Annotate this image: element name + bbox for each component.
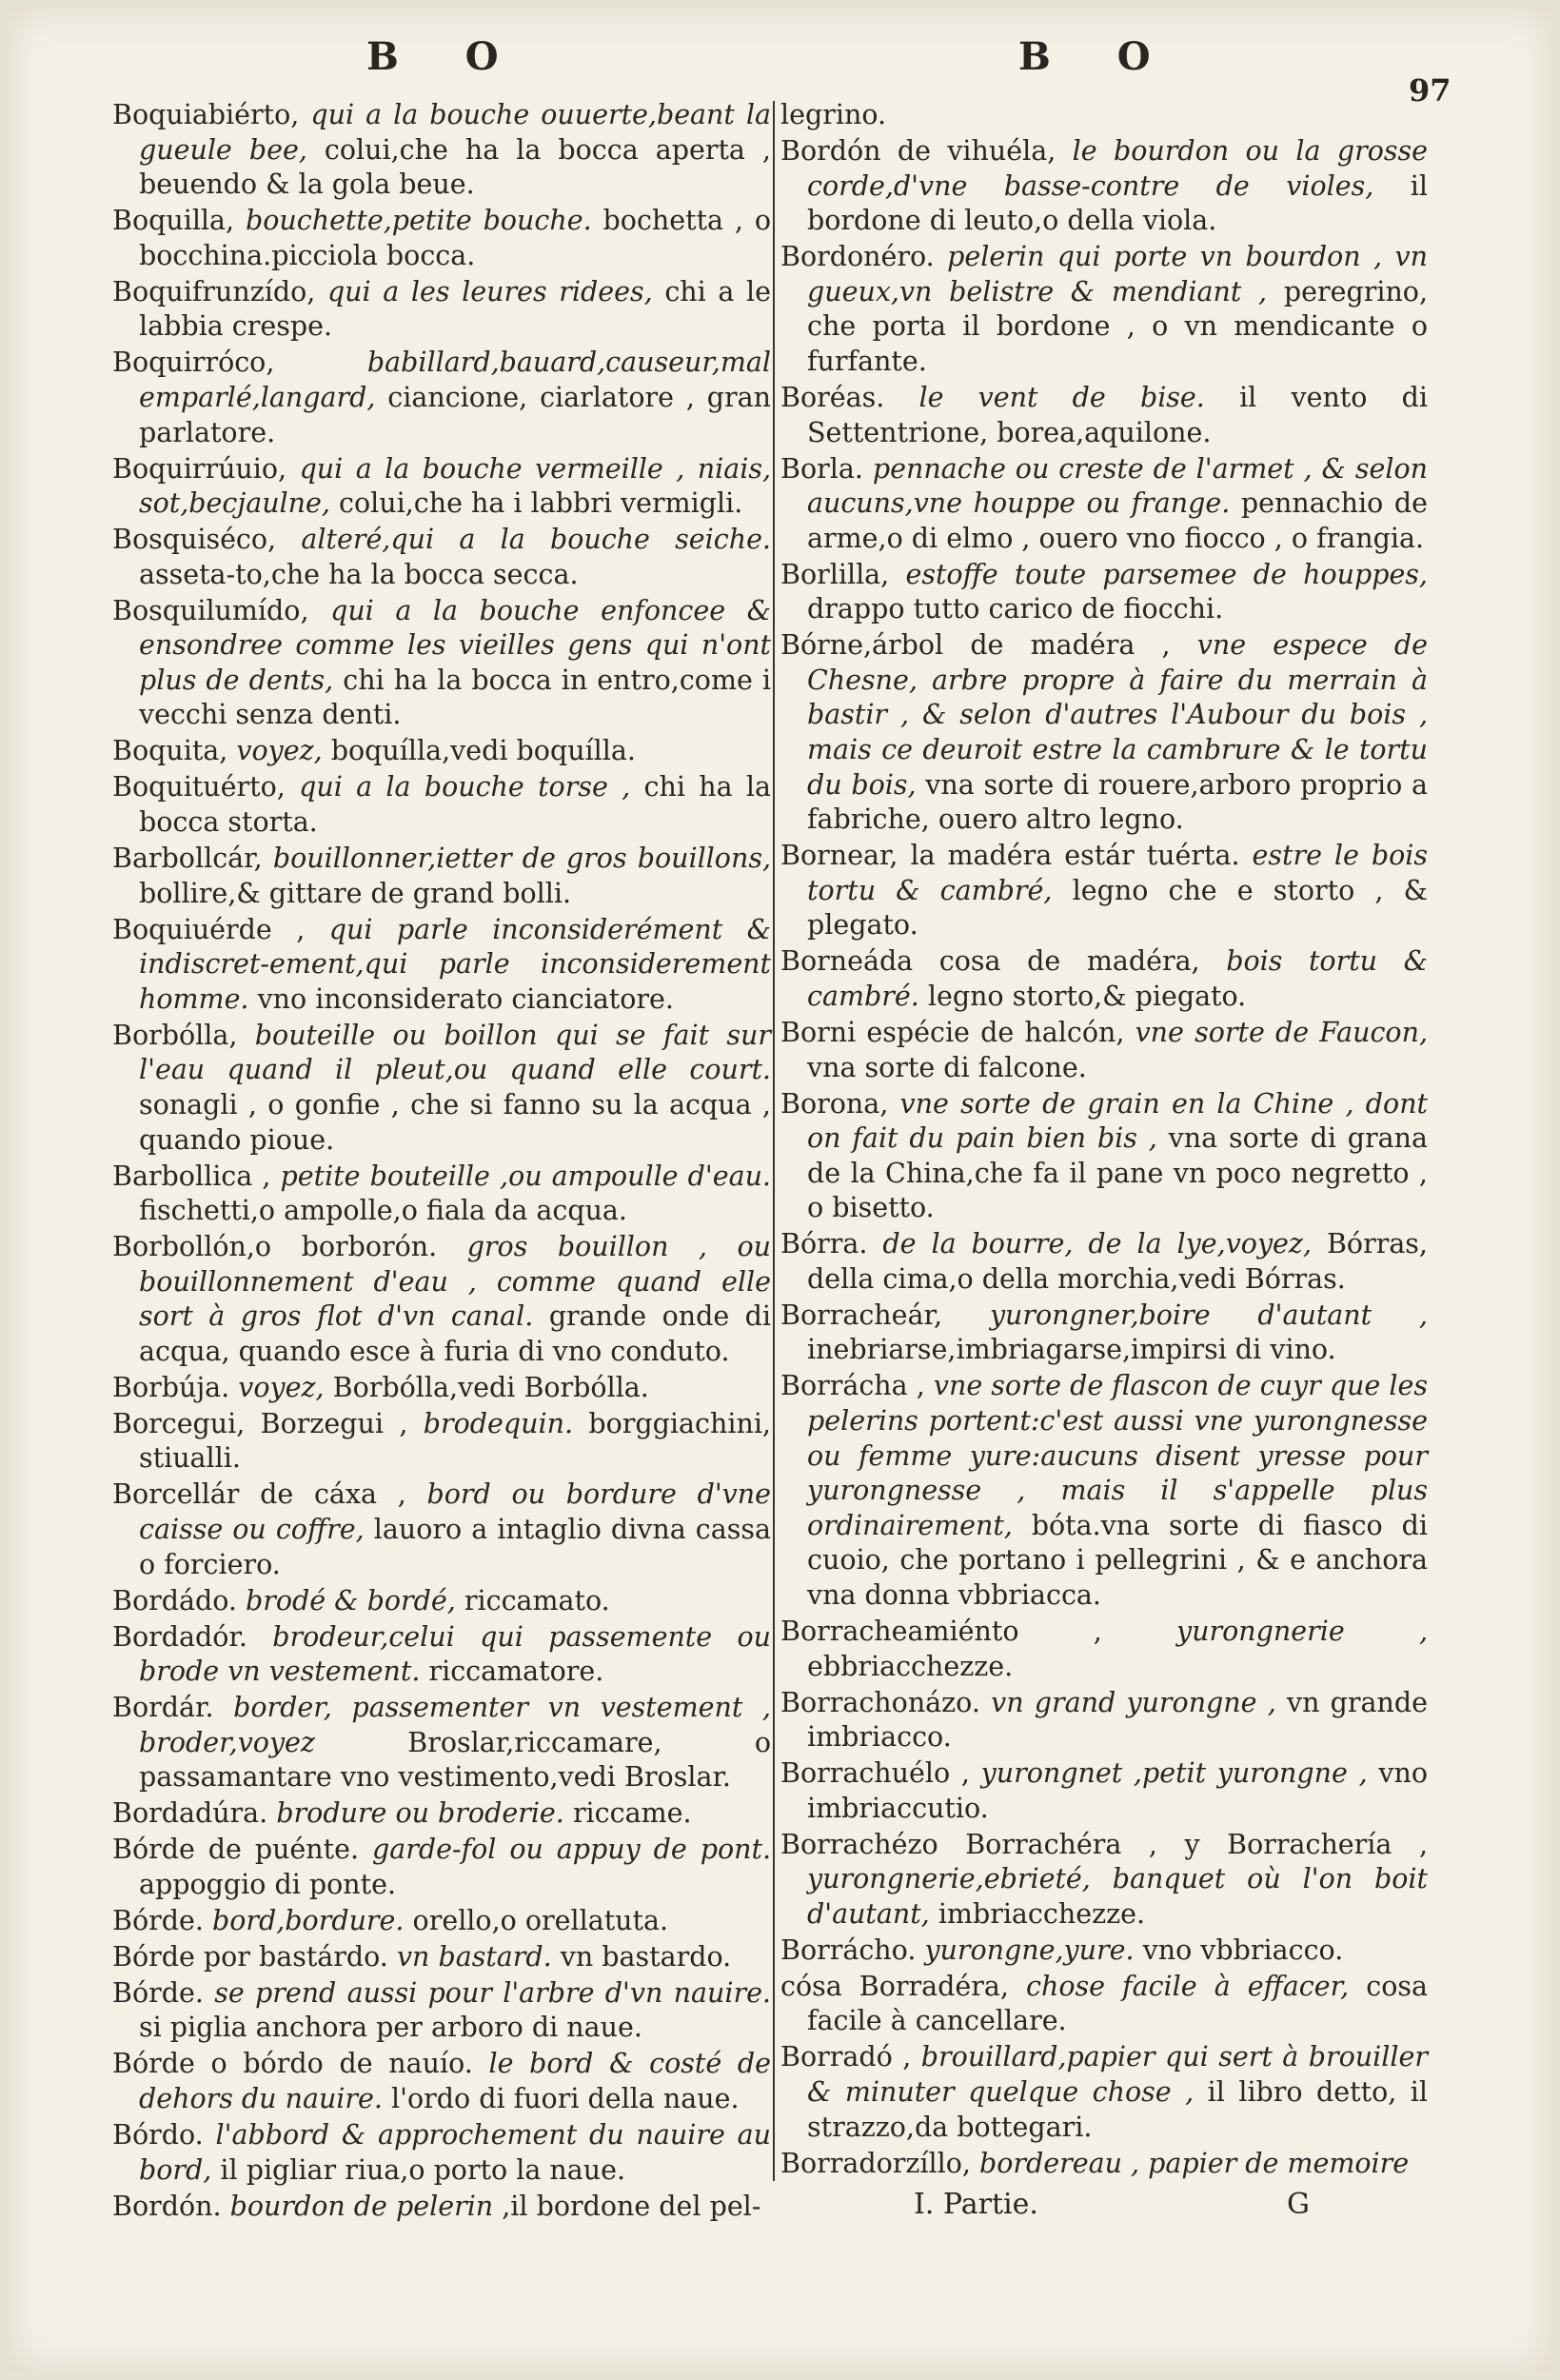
dictionary-entry xyxy=(112,1478,771,1582)
entry-headword: Bordár. xyxy=(112,1692,214,1724)
entry-french-gloss: chose facile à effacer, xyxy=(1026,1970,1350,2002)
dictionary-entry xyxy=(780,558,1428,627)
entry-italian-gloss: Broslar,riccamare, o passamantare vno vestimento,vedi Broslar. xyxy=(139,1726,772,1794)
dictionary-entry xyxy=(780,98,1428,133)
dictionary-entry xyxy=(112,734,771,769)
entry-headword: Bordadúra. xyxy=(112,1797,268,1830)
dictionary-entry xyxy=(112,1691,771,1795)
entry-french-gloss: le bord & costé de dehors du nauire. xyxy=(139,2048,771,2115)
entry-french-gloss: voyez, xyxy=(236,735,323,767)
entry-french-gloss: brodequin. xyxy=(423,1407,574,1439)
dictionary-entry xyxy=(780,2147,1428,2182)
dictionary-entry xyxy=(780,1016,1428,1085)
entry-french-gloss: yurongne,yure. xyxy=(924,1934,1135,1966)
entry-italian-gloss: riccame. xyxy=(572,1797,692,1830)
entry-french-gloss: brouillard,papier qui sert à brouiller & minuter quelque chose , xyxy=(807,2041,1428,2109)
entry-headword: Boquituérto, xyxy=(112,771,286,803)
entry-italian-gloss: ebbriacchezze. xyxy=(807,1650,1014,1682)
entry-italian-gloss: orello,o orellatuta. xyxy=(412,1904,669,1936)
entry-italian-gloss: colui,che ha la bocca aperta , beuendo & la gola beue. xyxy=(139,133,771,201)
entry-french-gloss: estre le bois tortu & cambré, xyxy=(807,840,1428,906)
entry-headword: Borrachuélo , xyxy=(780,1757,970,1790)
entry-italian-gloss: ,il bordone del pel- xyxy=(502,2190,761,2222)
entry-headword: Borbólla, xyxy=(112,1019,238,1051)
dictionary-entry xyxy=(780,134,1428,239)
entry-french-gloss: pennache ou creste de l'armet , & selon aucuns,vne houppe ou frange. xyxy=(807,452,1428,520)
dictionary-entry xyxy=(112,2047,771,2116)
dictionary-entry xyxy=(780,381,1428,450)
entry-headword: Bórde o bórdo de nauío. xyxy=(112,2048,473,2080)
entry-headword: Boquirrúuio, xyxy=(112,452,287,485)
entry-french-gloss: se prend aussi pour l'arbre d'vn nauire. xyxy=(214,1976,771,2009)
entry-italian-gloss: si piglia anchora per arboro di naue. xyxy=(139,2012,642,2044)
entry-italian-gloss: bóta.vna sorte di fiasco di cuoio, che portano i pellegrini , & e anchora vna donna vbbriacca. xyxy=(807,1509,1428,1612)
entry-headword: Borcellár de cáxa , xyxy=(112,1478,406,1511)
entry-italian-gloss: pennachio de arme,o di elmo , ouero vno fiocco , o frangia. xyxy=(807,487,1428,554)
entry-italian-gloss: il libro detto, il strazzo,da bottegari. xyxy=(807,2076,1428,2143)
entry-headword: Borracheamiénto , xyxy=(780,1616,1102,1647)
left-column xyxy=(112,98,771,2226)
entry-french-gloss: le vent de bise. xyxy=(918,381,1205,413)
entry-french-gloss: gros bouillon , ou bouillonnement d'eau , comme quand elle sort à gros flot d'vn canal. xyxy=(139,1231,771,1333)
entry-headword: Bórdo. xyxy=(112,2119,204,2151)
entry-french-gloss: border, passementer vn vestement , broder,voyez xyxy=(139,1692,771,1758)
dictionary-entry xyxy=(112,1019,771,1158)
entry-french-gloss: vne sorte de Faucon, xyxy=(1135,1016,1428,1048)
entry-french-gloss: vne sorte de grain en la Chine , dont on fait du pain bien bis , xyxy=(807,1087,1429,1155)
footer-signature: G xyxy=(1287,2188,1310,2221)
entry-french-gloss: yurongnerie,ebrieté, banquet où l'on boit d'autant, xyxy=(807,1863,1428,1930)
entry-french-gloss: l'abbord & approchement du nauire au bord, xyxy=(139,2119,771,2186)
entry-italian-gloss: vn bastardo. xyxy=(560,1940,732,1973)
entry-headword: Bórde por bastárdo. xyxy=(112,1940,388,1973)
entry-headword: Barbollica , xyxy=(112,1160,271,1192)
dictionary-entry xyxy=(112,1940,771,1975)
dictionary-entry xyxy=(112,2118,771,2188)
entry-italian-gloss: vn grande imbriacco. xyxy=(807,1686,1429,1754)
entry-italian-gloss: grande onde di acqua, quando esce à furia di vno conduto. xyxy=(139,1300,772,1367)
entry-headword: Borbúja. xyxy=(112,1371,230,1403)
dictionary-entry xyxy=(112,2190,771,2225)
entry-headword: Borneáda cosa de madéra, xyxy=(780,945,1200,978)
entry-headword: Borradó , xyxy=(780,2041,912,2073)
entry-headword: Bornear, la madéra estár tuérta. xyxy=(780,840,1240,872)
entry-italian-gloss: cosa facile à cancellare. xyxy=(807,1970,1428,2037)
entry-italian-gloss: borggiachini, stiualli. xyxy=(139,1407,771,1475)
dictionary-entry xyxy=(112,1976,771,2046)
entry-italian-gloss: legrino. xyxy=(780,99,887,130)
entry-italian-gloss: fischetti,o ampolle,o fiala da acqua. xyxy=(139,1195,627,1227)
entry-headword: Borrácho. xyxy=(780,1934,917,1966)
entry-french-gloss: brodeur,celui qui passemente ou brode vn vestement. xyxy=(139,1620,772,1688)
entry-headword: Boquilla, xyxy=(112,205,235,237)
right-column xyxy=(780,98,1428,2183)
entry-french-gloss: de la bourre, de la lye,voyez, xyxy=(882,1228,1312,1260)
dictionary-entry xyxy=(112,1796,771,1832)
dictionary-entry xyxy=(780,1299,1428,1368)
entry-italian-gloss: colui,che ha i labbri vermigli. xyxy=(339,487,743,520)
entry-headword: Bordonéro. xyxy=(780,241,935,273)
entry-french-gloss: petite bouteille ,ou ampoulle d'eau. xyxy=(280,1160,771,1192)
dictionary-entry xyxy=(112,1620,771,1690)
entry-french-gloss: vne sorte de flascon de cuyr que les pelerins portent:c'est aussi vne yurongnesse ou femme yure:aucuns disent yresse pour yurongnesse , mais il s'appelle plus ordinairement, xyxy=(807,1370,1428,1541)
entry-french-gloss: vne espece de Chesne, arbre propre à faire du merrain à bastir , & selon d'autres l'Aubour du bois , mais ce deuroit estre la cambrure & le tortu du bois, xyxy=(807,629,1429,801)
dictionary-page xyxy=(10,8,1550,2372)
entry-italian-gloss: vna sorte di grana de la China,che fa il pane vn poco negretto , o bisetto. xyxy=(807,1122,1429,1224)
dictionary-entry xyxy=(112,1371,771,1406)
entry-italian-gloss: ciancione, ciarlatore , gran parlatore. xyxy=(139,381,772,448)
entry-french-gloss: alteré,qui a la bouche seiche. xyxy=(301,524,771,556)
entry-italian-gloss: riccamatore. xyxy=(428,1656,604,1688)
entry-french-gloss: pelerin qui porte vn bourdon , vn gueux,vn belistre & mendiant , xyxy=(807,241,1428,307)
entry-headword: Barbollcár, xyxy=(112,842,263,874)
dictionary-entry xyxy=(112,523,771,592)
dictionary-entry xyxy=(780,1970,1428,2039)
dictionary-entry xyxy=(780,628,1428,838)
dictionary-entry xyxy=(780,1828,1428,1933)
entry-headword: Bórne,árbol de madéra , xyxy=(780,629,1171,662)
entry-italian-gloss: vno vbbriacco. xyxy=(1142,1934,1344,1966)
entry-headword: Bosquiséco, xyxy=(112,524,277,556)
entry-italian-gloss: chi a le labbia crespe. xyxy=(139,275,771,343)
dictionary-entry xyxy=(780,1756,1428,1826)
entry-headword: Bordádo. xyxy=(112,1584,237,1616)
entry-italian-gloss: vna sorte di falcone. xyxy=(807,1051,1087,1083)
dictionary-entry xyxy=(112,594,771,733)
entry-french-gloss: bouteille ou boillon qui se fait sur l'eau quand il pleut,ou quand elle court. xyxy=(139,1019,771,1086)
entry-french-gloss: qui a la bouche torse , xyxy=(299,771,631,803)
entry-french-gloss: bois tortu & cambré. xyxy=(807,945,1428,1012)
entry-french-gloss: bourdon de pelerin xyxy=(229,2190,494,2222)
entry-headword: Borrachézo Borrachéra , y Borrachería , xyxy=(780,1828,1428,1860)
entry-french-gloss: le bourdon ou la grosse corde,d'vne basse-contre de violes, xyxy=(807,134,1429,202)
entry-headword: Bosquilumído, xyxy=(112,594,309,626)
running-header xyxy=(10,34,1550,109)
entry-french-gloss: brodé & bordé, xyxy=(245,1584,456,1616)
entry-french-gloss: babillard,bauard,causeur,mal emparlé,langard, xyxy=(139,347,771,413)
dictionary-entry xyxy=(780,2040,1428,2145)
entry-headword: Boréas. xyxy=(780,381,885,413)
dictionary-entry xyxy=(780,1087,1428,1226)
column-divider xyxy=(773,101,775,2181)
entry-french-gloss: bord ou bordure d'vne caisse ou coffre, xyxy=(139,1478,772,1545)
dictionary-entry xyxy=(112,452,771,522)
entry-italian-gloss: legno storto,& piegato. xyxy=(927,980,1247,1012)
entry-italian-gloss: peregrino, che porta il bordone , o vn mendicante o furfante. xyxy=(807,275,1429,377)
entry-french-gloss: yurongnerie , xyxy=(1176,1616,1429,1647)
entry-headword: Bordón. xyxy=(112,2190,222,2222)
entry-italian-gloss: imbriacchezze. xyxy=(938,1897,1146,1930)
dictionary-entry xyxy=(112,1230,771,1369)
entry-french-gloss: qui a la bouche enfoncee & ensondree comme les vieilles gens qui n'ont plus de dents, xyxy=(139,594,771,696)
dictionary-entry xyxy=(112,1584,771,1619)
entry-french-gloss: bord,bordure. xyxy=(211,1904,405,1936)
entry-italian-gloss: vno inconsiderato cianciatore. xyxy=(257,982,674,1015)
dictionary-entry xyxy=(112,842,771,911)
entry-headword: Boquiabiérto, xyxy=(112,99,300,130)
dictionary-entry xyxy=(112,1160,771,1229)
dictionary-entry xyxy=(112,204,771,273)
entry-headword: Bórde de puénte. xyxy=(112,1834,360,1866)
entry-italian-gloss: chi ha la bocca storta. xyxy=(139,771,771,838)
entry-headword: Bórra. xyxy=(780,1228,868,1260)
entry-italian-gloss: il bordone di leuto,o della viola. xyxy=(807,169,1429,237)
dictionary-entry xyxy=(112,913,771,1018)
dictionary-entry xyxy=(780,944,1428,1014)
entry-italian-gloss: bochetta , o bocchina.picciola bocca. xyxy=(139,205,772,271)
header-right-letters: B O xyxy=(1018,34,1177,79)
entry-headword: Borrácha , xyxy=(780,1370,925,1402)
dictionary-entry xyxy=(780,1686,1428,1755)
entry-french-gloss: vn bastard. xyxy=(396,1940,552,1973)
dictionary-entry xyxy=(780,1615,1428,1684)
entry-french-gloss: bordereau , papier de memoire xyxy=(979,2147,1410,2179)
entry-headword: Boquirróco, xyxy=(112,347,275,379)
dictionary-entry xyxy=(112,770,771,840)
entry-french-gloss: bouillonner,ietter de gros bouillons, xyxy=(272,842,771,874)
entry-italian-gloss: bollire,& gittare de grand bolli. xyxy=(139,877,572,909)
entry-headword: Borla. xyxy=(780,452,863,485)
entry-italian-gloss: Borbólla,vedi Borbólla. xyxy=(332,1371,649,1403)
entry-french-gloss: brodure ou broderie. xyxy=(276,1797,564,1830)
entry-french-gloss: estoffe toute parsemee de houppes, xyxy=(905,558,1428,590)
dictionary-entry xyxy=(112,346,771,450)
entry-french-gloss: yurongnet ,petit yurongne , xyxy=(980,1757,1368,1790)
page-number: 97 xyxy=(1409,72,1451,109)
dictionary-entry xyxy=(112,98,771,203)
entry-french-gloss: voyez, xyxy=(238,1371,325,1403)
entry-italian-gloss: l'ordo di fuori della naue. xyxy=(391,2083,740,2115)
dictionary-entry xyxy=(780,452,1428,557)
entry-headword: Borbollón,o borborón. xyxy=(112,1231,438,1263)
entry-italian-gloss: drappo tutto carico de fiocchi. xyxy=(807,593,1224,625)
entry-french-gloss: vn grand yurongne , xyxy=(991,1686,1276,1718)
entry-french-gloss: garde-fol ou appuy de pont. xyxy=(371,1834,771,1866)
entry-italian-gloss: legno che e storto , & plegato. xyxy=(807,874,1428,942)
entry-headword: Borrachonázo. xyxy=(780,1686,980,1718)
entry-italian-gloss: asseta-to,che ha la bocca secca. xyxy=(139,558,579,590)
entry-italian-gloss: vna sorte di rouere,arboro proprio a fabriche, ouero altro legno. xyxy=(807,768,1428,836)
entry-french-gloss: qui a la bouche vermeille , niais, sot,becjaulne, xyxy=(139,452,772,520)
entry-italian-gloss: il vento di Settentrione, borea,aquilone. xyxy=(807,381,1428,448)
entry-italian-gloss: inebriarse,imbriagarse,impirsi di vino. xyxy=(807,1334,1336,1366)
entry-french-gloss: yurongner,boire d'autant , xyxy=(989,1299,1428,1331)
entry-italian-gloss: appoggio di ponte. xyxy=(139,1868,397,1900)
entry-headword: Borona, xyxy=(780,1087,889,1120)
entry-headword: Borcegui, Borzegui , xyxy=(112,1407,408,1439)
dictionary-entry xyxy=(112,1833,771,1902)
dictionary-entry xyxy=(112,1407,771,1477)
entry-headword: Bordadór. xyxy=(112,1620,247,1653)
entry-headword: Boquita, xyxy=(112,735,228,767)
entry-french-gloss: bouchette,petite bouche. xyxy=(246,205,592,237)
entry-italian-gloss: Bórras, della cima,o della morchia,vedi Bórras. xyxy=(807,1228,1428,1295)
entry-italian-gloss: chi ha la bocca in entro,come i vecchi senza denti. xyxy=(139,664,772,731)
entry-headword: Borni espécie de halcón, xyxy=(780,1016,1125,1048)
entry-italian-gloss: sonagli , o gonfie , che si fanno su la acqua , quando pioue. xyxy=(139,1088,771,1156)
entry-headword: Borracheár, xyxy=(780,1299,943,1331)
dictionary-entry xyxy=(112,1904,771,1939)
dictionary-entry xyxy=(780,240,1428,379)
entry-french-gloss: qui parle inconsiderément & indiscret-ement,qui parle inconsiderement homme. xyxy=(139,913,771,1015)
entry-italian-gloss: il pigliar riua,o porto la naue. xyxy=(220,2153,626,2186)
dictionary-entry xyxy=(780,1369,1428,1613)
entry-headword: cósa Borradéra, xyxy=(780,1970,1009,2002)
footer-part: I. Partie. xyxy=(914,2188,1038,2221)
entry-french-gloss: qui a la bouche ouuerte,beant la gueule bee, xyxy=(139,99,771,166)
dictionary-entry xyxy=(780,1227,1428,1297)
header-left-letters: B O xyxy=(366,34,525,79)
dictionary-entry xyxy=(780,1934,1428,1969)
entry-headword: Boquifrunzído, xyxy=(112,275,316,307)
entry-italian-gloss: boquílla,vedi boquílla. xyxy=(330,735,636,767)
entry-italian-gloss: vno imbriaccutio. xyxy=(807,1757,1429,1824)
entry-headword: Bórde. xyxy=(112,1976,204,2009)
entry-french-gloss: qui a les leures ridees, xyxy=(326,275,653,307)
entry-headword: Borradorzíllo, xyxy=(780,2147,971,2179)
entry-italian-gloss: lauoro a intaglio divna cassa o forciero. xyxy=(139,1514,771,1580)
entry-headword: Boquiuérde , xyxy=(112,913,306,945)
dictionary-entry xyxy=(780,839,1428,943)
entry-italian-gloss: riccamato. xyxy=(464,1584,610,1616)
entry-headword: Bordón de vihuéla, xyxy=(780,134,1056,167)
entry-headword: Borlilla, xyxy=(780,558,890,590)
dictionary-entry xyxy=(112,275,771,345)
entry-headword: Bórde. xyxy=(112,1904,204,1936)
